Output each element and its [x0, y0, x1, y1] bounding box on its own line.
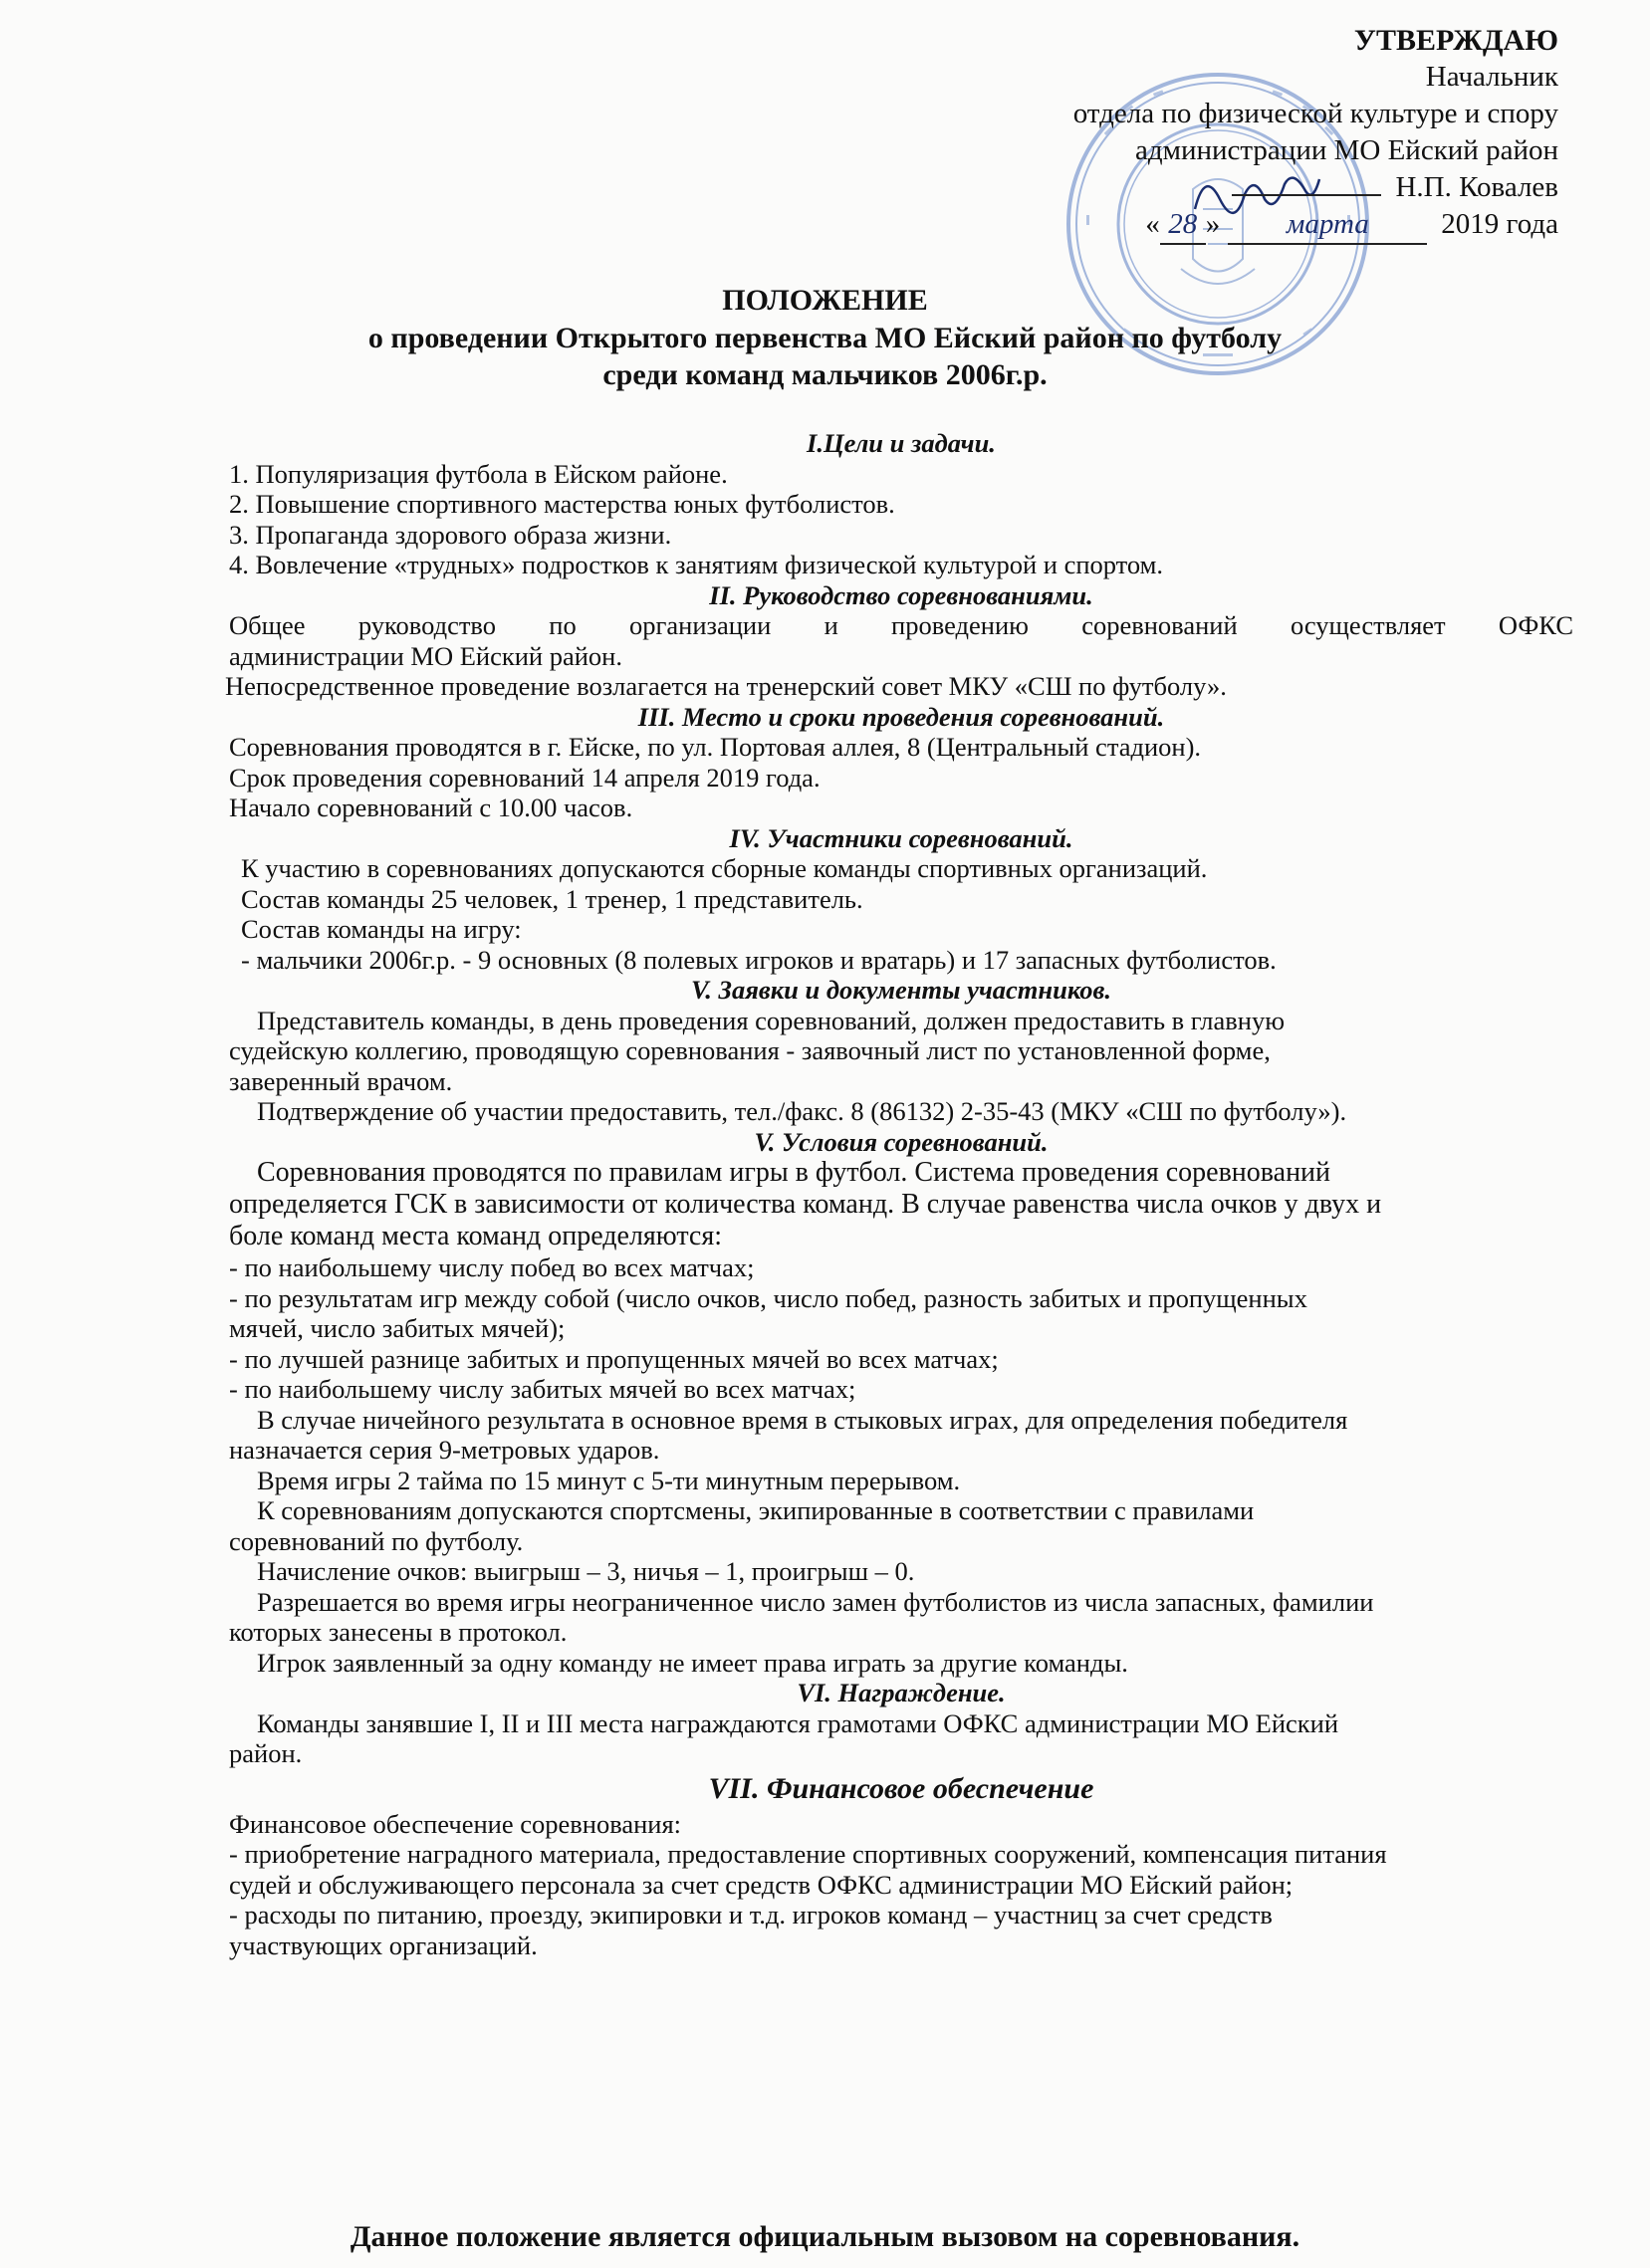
paragraph: В случае ничейного результата в основное время в стыковых играх, для определения победителя	[257, 1404, 1348, 1435]
paragraph: - по лучшей разнице забитых и пропущенных мячей во всех матчах;	[229, 1343, 999, 1374]
paragraph: соревнований по футболу.	[229, 1525, 524, 1556]
document-subtitle-line2: среди команд мальчиков 2006г.р.	[602, 358, 1048, 391]
paragraph: назначается серия 9-метровых ударов.	[229, 1435, 660, 1465]
approval-date: « 28 » марта 2019 года	[1073, 206, 1558, 245]
paragraph: район.	[229, 1738, 303, 1768]
section-heading-finance: VII. Финансовое обеспечение	[708, 1771, 1094, 1805]
paragraph: Игрок заявленный за одну команду не имеет права играть за другие команды.	[257, 1647, 1128, 1678]
paragraph: боле команд места команд определяются:	[229, 1221, 723, 1251]
paragraph: К соревнованиям допускаются спортсмены, экипированные в соответствии с правилами	[257, 1495, 1255, 1525]
approval-date-month: марта	[1228, 206, 1427, 245]
approval-title: УТВЕРЖДАЮ	[1353, 24, 1558, 57]
paragraph: Состав команды 25 человек, 1 тренер, 1 представитель.	[241, 883, 863, 914]
paragraph: Подтверждение об участии предоставить, тел./факс. 8 (86132) 2-35-43 (МКУ «СШ по футболу»).	[257, 1096, 1347, 1126]
paragraph: - приобретение наградного материала, предоставление спортивных сооружений, компенсация питания	[229, 1839, 1387, 1869]
paragraph: Срок проведения соревнований 14 апреля 2019 года.	[229, 762, 821, 793]
document-subtitle-line1: о проведении Открытого первенства МО Ейский район по футболу	[367, 322, 1283, 354]
section-heading-applications: V. Заявки и документы участников.	[691, 975, 1111, 1005]
paragraph: определяется ГСК в зависимости от количества команд. В случае равенства числа очков у двух и	[229, 1189, 1382, 1220]
paragraph: мячей, число забитых мячей);	[229, 1313, 566, 1343]
approval-block	[1073, 22, 1558, 245]
paragraph: которых занесены в протокол.	[229, 1617, 568, 1647]
section-heading-management: II. Руководство соревнованиями.	[709, 579, 1093, 610]
approval-position: Начальник	[1425, 61, 1558, 93]
closing-statement: Данное положение является официальным вызовом на соревнования.	[350, 2220, 1300, 2253]
section-heading-participants: IV. Участники соревнований.	[729, 822, 1073, 853]
approval-signer: Н.П. Ковалев	[1073, 169, 1558, 206]
paragraph: судейскую коллегию, проводящую соревнования - заявочный лист по установленной форме,	[229, 1035, 1271, 1065]
approval-date-day: 28	[1160, 206, 1206, 245]
paragraph: - по результатам игр между собой (число очков, число побед, разность забитых и пропущенных	[229, 1282, 1307, 1313]
paragraph: Финансовое обеспечение соревнования:	[229, 1808, 682, 1839]
paragraph: Разрешается во время игры неограниченное число замен футболистов из числа запасных, фамилии	[257, 1586, 1374, 1617]
paragraph: - по наибольшему числу побед во всех матчах;	[229, 1252, 755, 1282]
document-body	[225, 428, 1573, 1960]
goal-item: 4. Вовлечение «трудных» подростков к занятиям физической культурой и спортом.	[229, 550, 1164, 579]
paragraph: участвующих организаций.	[229, 1929, 538, 1960]
paragraph: Общее руководство по организации и проведению соревнований осуществляет ОФКС	[229, 610, 1573, 640]
paragraph: Представитель команды, в день проведения соревнований, должен предоставить в главную	[257, 1005, 1286, 1035]
paragraph: Соревнования проводятся по правилам игры в футбол. Система проведения соревнований	[257, 1157, 1331, 1188]
goal-item: 2. Повышение спортивного мастерства юных футболистов.	[229, 489, 895, 519]
approval-administration: администрации МО Ейский район	[1135, 134, 1558, 166]
section-heading-goals: I.Цели и задачи.	[807, 428, 996, 458]
approval-department: отдела по физической культуре и спору	[1072, 98, 1558, 129]
paragraph: Состав команды на игру:	[241, 914, 522, 944]
paragraph: судей и обслуживающего персонала за счет средств ОФКС администрации МО Ейский район;	[229, 1869, 1294, 1900]
paragraph: администрации МО Ейский район.	[229, 640, 622, 671]
paragraph: Команды занявшие I, II и III места награждаются грамотами ОФКС администрации МО Ейский	[257, 1707, 1339, 1738]
paragraph: - мальчики 2006г.р. - 9 основных (8 полевых игроков и вратарь) и 17 запасных футболистов.	[241, 944, 1277, 975]
goal-item: 1. Популяризация футбола в Ейском районе.	[229, 458, 728, 489]
paragraph: Начисление очков: выигрыш – 3, ничья – 1, проигрыш – 0.	[257, 1556, 915, 1586]
paragraph: К участию в соревнованиях допускаются сборные команды спортивных организаций.	[241, 853, 1208, 883]
goal-item: 3. Пропаганда здорового образа жизни.	[229, 519, 672, 550]
paragraph: Непосредственное проведение возлагается на тренерский совет МКУ «СШ по футболу».	[225, 671, 1227, 701]
paragraph: Начало соревнований с 10.00 часов.	[229, 793, 633, 822]
paragraph: Соревнования проводятся в г. Ейске, по ул. Портовая аллея, 8 (Центральный стадион).	[229, 732, 1202, 762]
section-heading-conditions: V. Условия соревнований.	[754, 1126, 1049, 1157]
paragraph: заверенный врачом.	[229, 1065, 453, 1096]
paragraph: - по наибольшему числу забитых мячей во всех матчах;	[229, 1374, 856, 1404]
section-heading-place-dates: III. Место и сроки проведения соревнований.	[637, 701, 1165, 732]
document-title: ПОЛОЖЕНИЕ	[722, 284, 928, 317]
section-heading-awards: VI. Награждение.	[797, 1678, 1006, 1707]
paragraph: Время игры 2 тайма по 15 минут с 5-ти минутным перерывом.	[257, 1465, 961, 1495]
paragraph: - расходы по питанию, проезду, экипировки и т.д. игроков команд – участниц за счет средств	[229, 1900, 1273, 1929]
